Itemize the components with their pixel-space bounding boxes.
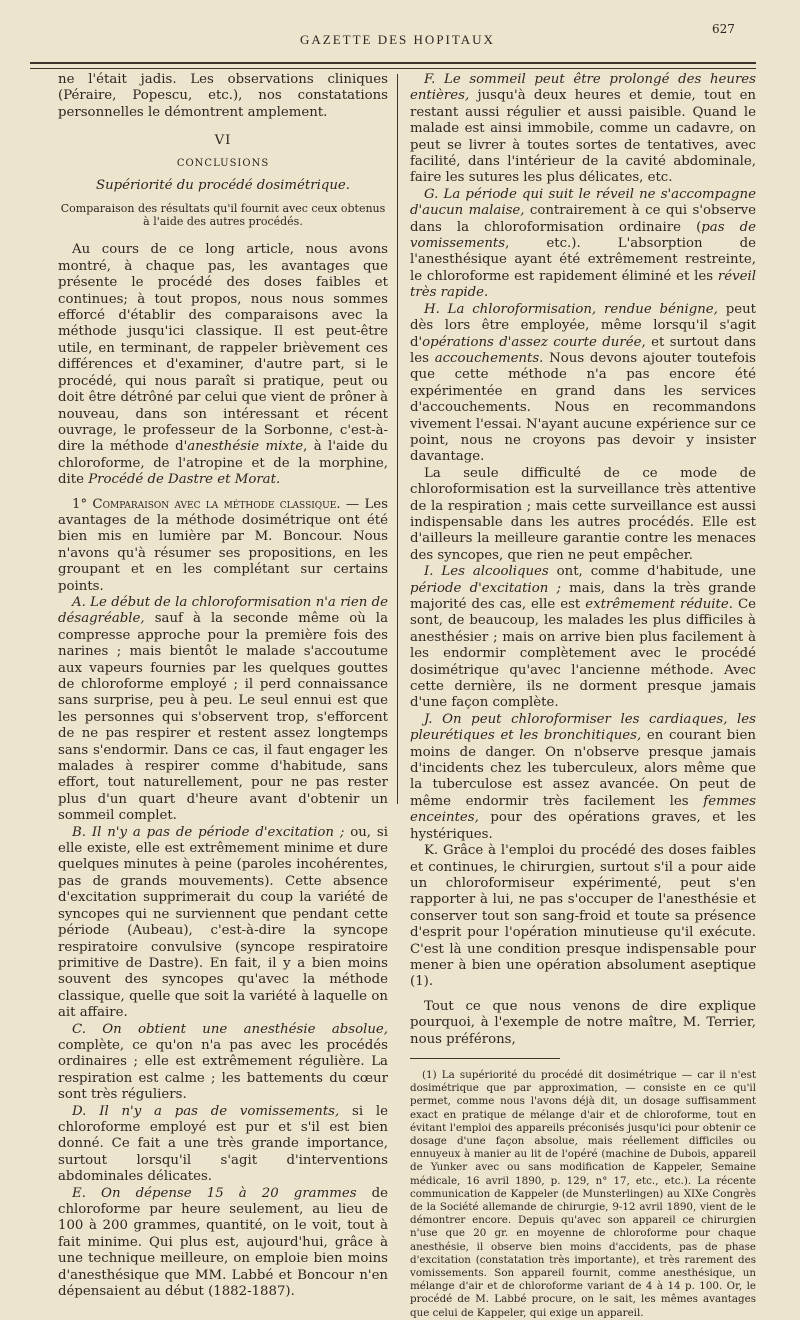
paragraph-comparison-classic: 1° Comparaison avec la méthode classique. — Les avantages de la méthode dosimétrique ont été bien mis en lumière par M. Boncour. Nous n'avons qu'à résumer ses propositions, en les groupant et en les complétant sur certains points.: [58, 496, 388, 594]
point-h: H. La chloroformisation, rendue bénigne, peut dès lors être employée, même lorsqu'il s'agit d'opérations d'assez courte durée, et surtout dans les accouchements. Nous devons ajouter toutefois que cette méthode n'a pas encore été expérimentée en grand dans les services d'accouchements. Nous en recommandons vivement l'essai. N'ayant aucune expérience sur ce point, nous ne croyons pas devoir y insister davantage.: [410, 301, 756, 465]
point-e: E. On dépense 15 à 20 grammes de chloroforme par heure seulement, au lieu de 100 à 200 grammes, quantité, on le voit, tout à fait minime. Qui plus est, aujourd'hui, grâce à une technique meilleure, on emploie bien moins d'anesthésique que MM. Labbé et Boncour n'en dépensaient au début (1882-1887).: [58, 1185, 389, 1300]
intro-paragraph: ne l'était jadis. Les observations cliniques (Péraire, Popescu, etc.), nos constatations personnelles le démontrent amplement.: [58, 72, 388, 120]
paragraph-closing: Tout ce que nous venons de dire explique pourquoi, à l'exemple de notre maître, M. Terrier, nous préférons,: [410, 998, 756, 1047]
running-title: GAZETTE DES HOPITAUX: [300, 32, 495, 47]
point-c: C. On obtient une anesthésie absolue, complète, ce qu'on n'a pas avec les procédés ordinaires ; elle est extrêmement régulière. La respiration est calme ; les battements du cœur sont très réguliers.: [58, 1021, 388, 1103]
point-b: B. Il n'y a pas de période d'excitation ; ou, si elle existe, elle est extrêmement minime et dure quelques minutes à peine (paroles incohérentes, pas de grands mouvements). Cette absence d'excitation supprimerait du coup la variété de syncopes qui ne surviennent que pendant cette période (Aubeau), c'est-à-dire la syncope respiratoire convulsive (syncope respiratoire primitive de Dastre). En fait, il y a bien moins souvent des syncopes qu'avec la méthode classique, quelle que soit la variété à laquelle on ait affaire.: [58, 824, 388, 1021]
paragraph-intro-conclusions: Au cours de ce long article, nous avons montré, à chaque pas, les avantages que présente le procédé des doses faibles et continues; à tout propos, nous nous sommes efforcé d'établir des comparaisons avec la méthode jusqu'ici classique. Il est peut-être utile, en terminant, de rappeler brièvement ces différences et d'examiner, d'autre part, si le procédé, qui nous paraît si pratique, peut ou doit être détrôné par celui que vient de prôner à nouveau, dans son intéressant et récent ouvrage, le professeur de la Sorbonne, c'est-à-dire la méthode d'anesthésie mixte, à l'aide du chloroforme, de l'atropine et de la morphine, dite Procédé de Dastre et Morat.: [58, 242, 388, 488]
comparison-heading: Comparaison des résultats qu'il fournit avec ceux obtenus à l'aide des autres procédés.: [60, 202, 386, 229]
point-a: A. Le début de la chloroformisation n'a rien de désagréable, sauf à la seconde même où la compresse approche pour la première fois des narines ; mais bientôt le malade s'accoutume aux vapeurs fournies par les quelques gouttes de chloroforme employé ; il perd connaissance sans surprise, peu à peu. Le seul ennui est que les personnes qui s'observent trop, s'efforcent de ne pas respirer et restent assez longtemps sans s'endormir. Dans ce cas, il faut engager les malades à respirer comme d'habitude, sans effort, tout naturellement, pour ne pas rester plus d'un quart d'heure avant d'obtenir un sommeil complet.: [58, 594, 388, 824]
point-k: K. Grâce à l'emploi du procédé des doses faibles et continues, le chirurgien, surtout s'il a pour aide un chloroformiseur expérimenté, peut s'en rapporter à lui, ne pas s'occuper de l'anesthésie et conserver tout son sang-froid et toute sa présence d'esprit pour l'opération minutieuse qu'il exécute. C'est là une condition presque indispensable pour mener à bien une opération absolument aseptique (1).: [410, 843, 756, 990]
paragraph-difficulty: La seule difficulté de ce mode de chloroformisation est la surveillance très attentive de la respiration ; mais cette surveillance est aussi indispensable dans les autres procédés. Elle est d'ailleurs la meilleure garantie contre les menaces des syncopes, que rien ne peut empêcher.: [410, 465, 756, 563]
header-rule: [30, 62, 756, 64]
page-header: [0, 18, 800, 58]
left-column: [58, 72, 388, 1300]
column-divider: [397, 74, 398, 804]
point-d: D. Il n'y a pas de vomissements, si le chloroforme employé est pur et s'il est bien donné. Ce fait a une très grande importance, surtout lorsqu'il s'agit d'interventions abdominales délicates.: [58, 1103, 388, 1185]
footnote-rule: [410, 1058, 560, 1059]
footnote: [410, 1069, 756, 1320]
point-j: J. On peut chloroformiser les cardiaques, les pleurétiques et les bronchitiques, en courant bien moins de danger. On n'observe presque jamais d'incidents chez les tuberculeux, alors même que la tuberculose est assez avancée. On peut de même endormir très facilement les femmes enceintes, pour des opérations graves, et les hystériques.: [410, 711, 756, 842]
point-i: I. Les alcooliques ont, comme d'habitude, une période d'excitation ; mais, dans la très grande majorité des cas, elle est extrêmement réduite. Ce sont, de beaucoup, les malades les plus difficiles à anesthésier ; mais on arrive bien plus facilement à les endormir complètement avec le procédé dosimétrique qu'avec l'ancienne méthode. Avec cette dernière, ils ne dorment presque jamais d'une façon complète.: [410, 564, 756, 711]
page-number: 627: [712, 22, 735, 36]
point-g: G. La période qui suit le réveil ne s'accompagne d'aucun malaise, contrairement à ce qui s'observe dans la chloroformisation ordinaire (pas de vomissements, etc.). L'absorption de l'anesthésique ayant été extrêmement restreinte, le chloroforme est rapidement éliminé et les réveil très rapide.: [410, 186, 756, 301]
footnote-text: (1) La supériorité du procédé dit dosimétrique — car il n'est dosimétrique que par approximation, — consiste en ce qu'il permet, comme nous l'avons déjà dit, un dosage suffisamment exact en pratique de mélange d'air et de chloroforme, tout en évitant l'emploi des appareils préconisés jusqu'ici pour obtenir ce dosage d'une façon absolue, mais réellement difficiles ou ennuyeux à manier au lit de l'opéré (machine de Dubois, appareil de Yunker avec ou sans modification de Kappeler, Semaine médicale, 16 avril 1890, p. 129, n° 17, etc., etc.). La récente communication de Kappeler (de Munsterlingen) au XIXe Congrès de la Société allemande de chirurgie, 9-12 avril 1890, vient de le démontrer encore. Depuis qu'avec son appareil ce chirurgien n'use que 20 gr. en moyenne de chloroforme pour chaque anesthésie, il observe bien moins d'accidents, pas de phase d'excitation (constatation très importante), et très rarement des vomissements. Son appareil fournit, comme anesthésique, un mélange d'air et de chloroforme variant de 4 à 14 p. 100. Or, le procédé de M. Labbé procure, on le sait, les mêmes avantages que celui de Kappeler, qui exige un appareil.: [410, 1068, 756, 1319]
section-title: CONCLUSIONS: [176, 157, 270, 169]
section-subtitle: Supériorité du procédé dosimétrique.: [95, 178, 350, 194]
right-column: [410, 72, 756, 1320]
header-rule-thin: [30, 68, 756, 69]
section-number: VI: [214, 133, 232, 149]
point-f: F. Le sommeil peut être prolongé des heures entières, jusqu'à deux heures et demie, tout en restant aussi régulier et aussi paisible. Quand le malade est ainsi immobile, comme un cadavre, on peut se livrer à toutes sortes de tentatives, avec facilité, dans l'intérieur de la cavité abdominale, faire les sutures les plus délicates, etc.: [410, 72, 756, 186]
